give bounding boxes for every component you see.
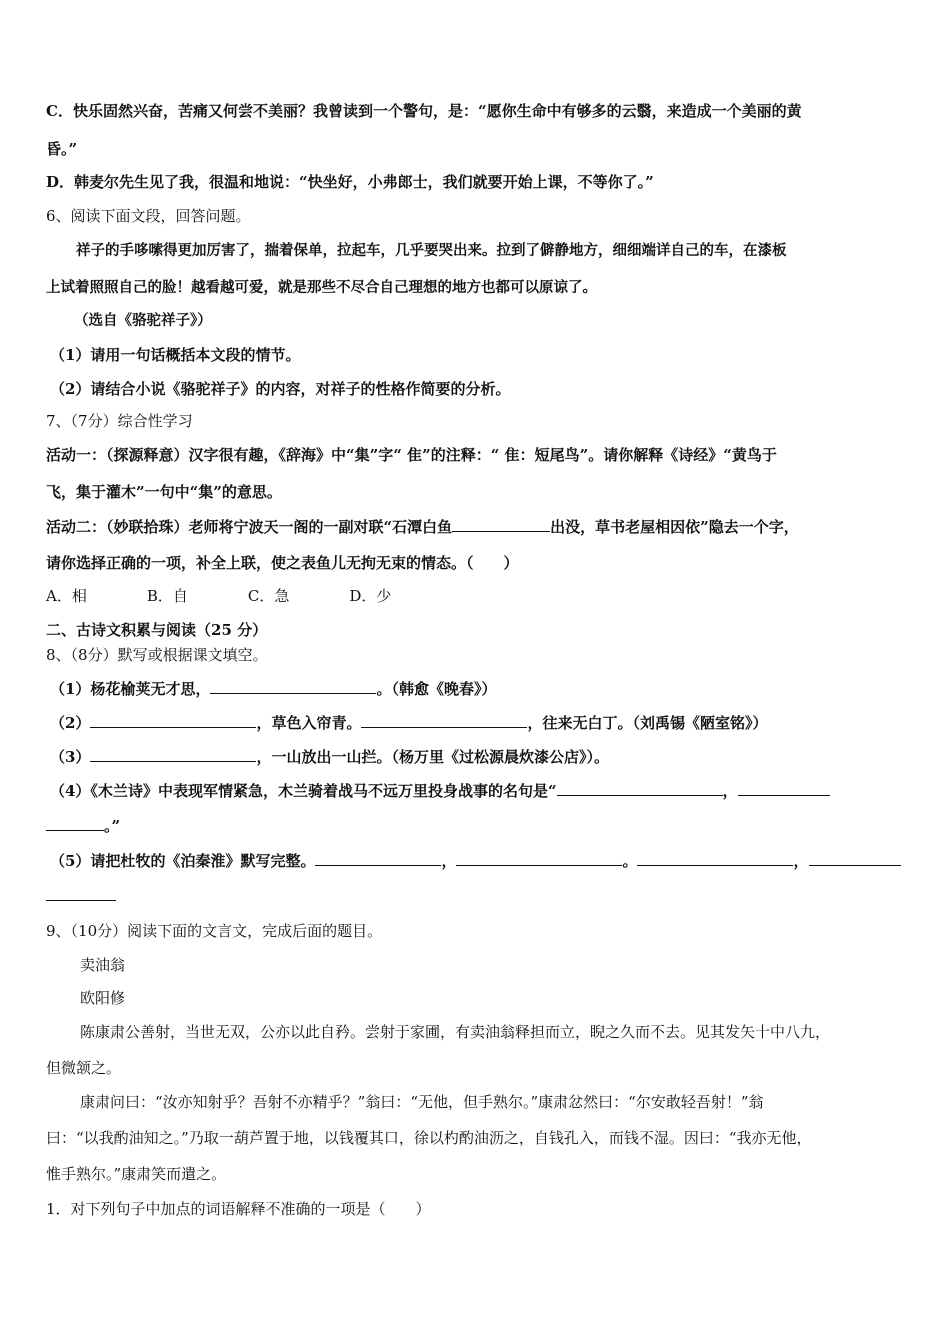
activity-1-line1: 活动一：（探源释意）汉字很有趣，《辞海》中“集”字“ 隹”的注释：“ 隹：短尾鸟”。请你解释《诗经》“黄鸟于: [46, 446, 777, 464]
question-8-heading: 8、（8分）默写或根据课文填空。: [46, 646, 268, 664]
option-c-line1: C．快乐固然兴奋，苦痛又何尝不美丽？我曾读到一个警句，是：“愿你生命中有够多的云翳，来造成一个美丽的黄: [46, 102, 802, 120]
question-9-heading: 9、（10分）阅读下面的文言文，完成后面的题目。: [46, 922, 383, 940]
question-8-4-line1: （4）《木兰诗》中表现军情紧急，木兰骑着战马不远万里投身战事的名句是“ ，: [50, 780, 830, 801]
passage-6-line1: 祥子的手哆嗦得更加厉害了，揣着保单，拉起车，几乎要哭出来。拉到了僻静地方，细细端详自己的车，在漆板: [76, 242, 787, 259]
passage-9-line3: 康肃问曰：“汝亦知射乎？吾射不亦精乎？”翁曰：“无他，但手熟尔。”康肃忿然曰：“尔安敢轻吾射！”翁: [80, 1093, 764, 1111]
fill-blank[interactable]: [90, 746, 256, 762]
passage-6-line2: 上试着照照自己的脸！越看越可爱，就是那些不尽合自己理想的地方也都可以原谅了。: [46, 279, 597, 296]
answer-options: A．相 B．自 C．急 D．少: [46, 587, 392, 605]
option-c-line2: 昏。”: [46, 140, 78, 158]
passage-9-line1: 陈康肃公善射，当世无双，公亦以此自矜。尝射于家圃，有卖油翁释担而立，睨之久而不去。见其发矢十中八九，: [80, 1023, 831, 1041]
question-7-heading: 7、（7分）综合性学习: [46, 412, 193, 430]
question-8-3: （3） ，一山放出一山拦。（杨万里《过松源晨炊漆公店》）。: [50, 748, 609, 766]
activity-1-line2: 飞，集于灌木”一句中“集”的意思。: [46, 483, 282, 501]
fill-blank[interactable]: [46, 885, 116, 901]
activity-2-line2: 请你选择正确的一项，补全上联，使之表鱼儿无拘无束的情态。（ ）: [46, 554, 519, 572]
passage-9-author: 欧阳修: [80, 989, 126, 1007]
question-8-5-line1: （5）请把杜牧的《泊秦淮》默写完整。 ， 。 ，: [50, 850, 901, 871]
fill-blank[interactable]: [210, 678, 376, 694]
question-8-1: （1）杨花榆荚无才思， 。（韩愈《晚春》）: [50, 680, 497, 698]
fill-blank[interactable]: [315, 850, 441, 866]
question-8-2: （2） ，草色入帘青。 ，往来无白丁。（刘禹锡《陋室铭》）: [50, 714, 768, 732]
activity-2-line1: 活动二：（妙联拾珠）老师将宁波天一阁的一副对联“石潭白鱼 出没，草书老屋相因依”隐去一个字，: [46, 518, 799, 536]
question-8-4-line2: 。”: [46, 815, 120, 836]
question-9-1: 1．对下列句子中加点的词语解释不准确的一项是（ ）: [46, 1200, 431, 1218]
section-2-heading: 二、古诗文积累与阅读（25 分）: [46, 621, 268, 639]
passage-9-title: 卖油翁: [80, 956, 126, 974]
fill-blank[interactable]: [738, 780, 830, 796]
fill-blank[interactable]: [452, 516, 550, 532]
question-6-2: （2）请结合小说《骆驼祥子》的内容，对祥子的性格作简要的分析。: [50, 380, 511, 398]
passage-6-source: （选自《骆驼祥子》）: [74, 312, 212, 329]
passage-9-line4: 曰：“以我酌油知之。”乃取一葫芦置于地，以钱覆其口，徐以杓酌油沥之，自钱孔入，而钱不湿。因曰：“我亦无他，: [46, 1129, 812, 1147]
fill-blank[interactable]: [90, 712, 256, 728]
passage-9-line2: 但微颔之。: [46, 1059, 122, 1077]
fill-blank[interactable]: [809, 850, 901, 866]
question-6-1: （1）请用一句话概括本文段的情节。: [50, 346, 301, 364]
option-d-line: D．韩麦尔先生见了我，很温和地说：“快坐好，小弗郎士，我们就要开始上课，不等你了。”: [46, 173, 654, 191]
question-8-5-line2: [46, 885, 116, 906]
fill-blank[interactable]: [456, 850, 622, 866]
fill-blank[interactable]: [637, 850, 793, 866]
fill-blank[interactable]: [46, 815, 104, 831]
passage-9-line5: 惟手熟尔。”康肃笑而遣之。: [46, 1165, 227, 1183]
fill-blank[interactable]: [557, 780, 723, 796]
fill-blank[interactable]: [361, 712, 527, 728]
question-6-heading: 6、阅读下面文段，回答问题。: [46, 207, 251, 225]
